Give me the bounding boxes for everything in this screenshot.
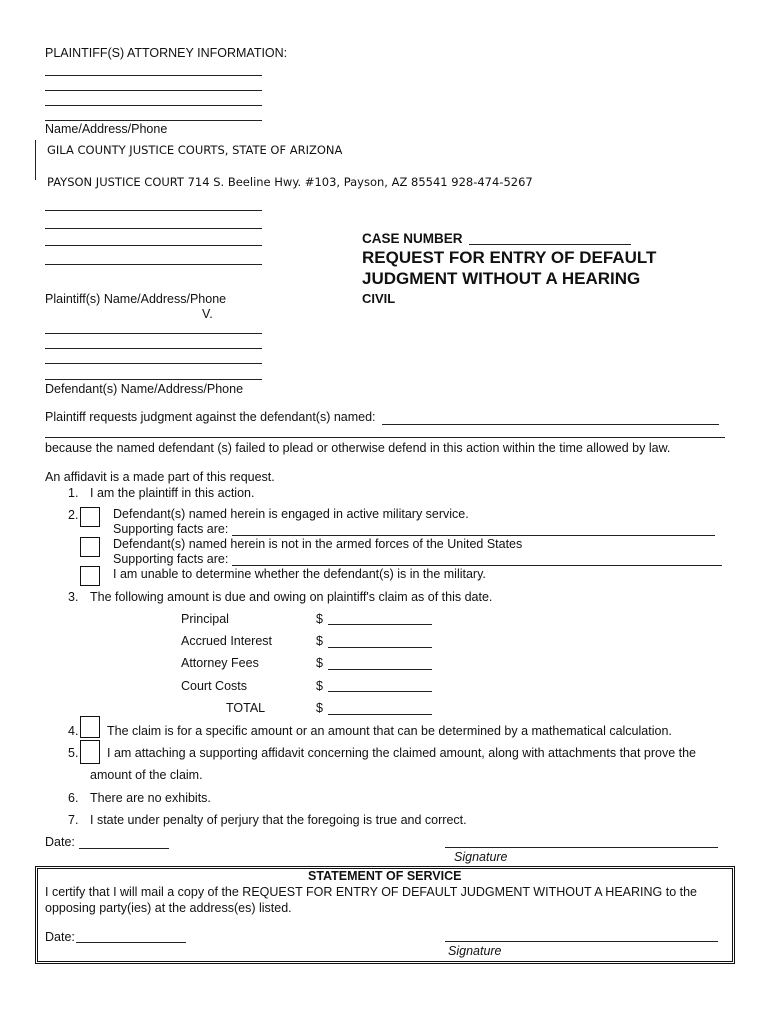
item3-number: 3. [68,590,79,604]
item5-number: 5. [68,746,79,760]
item5-text-line2: amount of the claim. [90,768,203,782]
military-not-armed-checkbox[interactable] [80,537,100,557]
court-name: GILA COUNTY JUSTICE COURTS, STATE OF ARIZONA [47,143,343,157]
case-number-field[interactable] [469,244,631,245]
amount-label-attorney-fees: Attorney Fees [181,656,259,670]
service-signature-field[interactable] [445,941,718,942]
court-bracket [35,140,36,180]
military-unknown-checkbox[interactable] [80,566,100,586]
because-text: because the named defendant (s) failed to plead or otherwise defend in this action within the time allowed by law. [45,441,671,455]
versus-label: V. [202,307,213,321]
defendant-named-field[interactable] [382,424,719,425]
service-date-field[interactable] [76,942,186,943]
amount-field-principal[interactable] [328,624,432,625]
item7-text: I state under penalty of perjury that the foregoing is true and correct. [90,813,467,827]
item1-number: 1. [68,486,79,500]
attorney-caption: Name/Address/Phone [45,122,168,136]
service-text-line2: opposing party(ies) at the address(es) listed. [45,901,292,915]
service-text-line1: I certify that I will mail a copy of the REQUEST FOR ENTRY OF DEFAULT JUDGMENT WITHOUT A HEARING to the [45,885,698,899]
item4-number: 4. [68,724,79,738]
service-signature-label: Signature [448,944,502,958]
attorney-line-1[interactable] [45,75,262,76]
amount-field-attorney-fees[interactable] [328,669,432,670]
item7-number: 7. [68,813,79,827]
amount-currency-interest: $ [316,634,323,648]
form-title-line1: REQUEST FOR ENTRY OF DEFAULT [362,248,657,267]
item2-number: 2. [68,508,79,522]
supporting-facts-2-label: Supporting facts are: [113,552,229,566]
amount-field-total[interactable] [328,714,432,715]
specific-amount-checkbox[interactable] [80,716,100,738]
date-label: Date: [45,835,75,849]
plaintiff-caption: Plaintiff(s) Name/Address/Phone [45,292,227,306]
defendant-named-field-2[interactable] [45,437,725,438]
date-field[interactable] [79,848,169,849]
item6-text: There are no exhibits. [90,791,211,805]
amount-field-court-costs[interactable] [328,691,432,692]
plaintiff-line-2[interactable] [45,228,262,229]
attorney-line-3[interactable] [45,105,262,106]
attorney-line-2[interactable] [45,90,262,91]
military-option-3: I am unable to determine whether the defendant(s) is in the military. [113,567,486,581]
item3-text: The following amount is due and owing on plaintiff's claim as of this date. [90,590,493,604]
military-option-2: Defendant(s) named herein is not in the armed forces of the United States [113,537,523,551]
supporting-facts-2-field[interactable] [232,565,722,566]
service-heading: STATEMENT OF SERVICE [308,869,462,883]
defendant-line-3[interactable] [45,363,262,364]
plaintiff-line-1[interactable] [45,210,262,211]
plaintiff-line-4[interactable] [45,264,262,265]
court-address: PAYSON JUSTICE COURT 714 S. Beeline Hwy. #103, Payson, AZ 85541 928-474-5267 [47,175,533,189]
defendant-caption: Defendant(s) Name/Address/Phone [45,382,244,396]
amount-currency-court-costs: $ [316,679,323,693]
defendant-line-1[interactable] [45,333,262,334]
military-active-checkbox[interactable] [80,507,100,527]
signature-field[interactable] [445,847,718,848]
service-date-label: Date: [45,930,75,944]
item4-text: The claim is for a specific amount or an amount that can be determined by a mathematical calculation. [107,724,672,738]
supporting-facts-1-label: Supporting facts are: [113,522,229,536]
request-text: Plaintiff requests judgment against the defendant(s) named: [45,410,376,424]
case-number-label: CASE NUMBER [362,231,463,246]
item5-text-line1: I am attaching a supporting affidavit concerning the claimed amount, along with attachments that prove the [107,746,697,760]
defendant-line-2[interactable] [45,348,262,349]
item1-text: I am the plaintiff in this action. [90,486,255,500]
supporting-affidavit-checkbox[interactable] [80,740,100,764]
military-option-1: Defendant(s) named herein is engaged in active military service. [113,507,469,521]
form-title-line2: JUDGMENT WITHOUT A HEARING [362,269,641,288]
amount-field-interest[interactable] [328,647,432,648]
defendant-line-4[interactable] [45,379,262,380]
civil-label: CIVIL [362,291,396,306]
item6-number: 6. [68,791,79,805]
affidavit-intro: An affidavit is a made part of this request. [45,470,275,484]
amount-label-interest: Accrued Interest [181,634,273,648]
amount-label-principal: Principal [181,612,229,626]
plaintiff-line-3[interactable] [45,245,262,246]
amount-currency-principal: $ [316,612,323,626]
supporting-facts-1-field[interactable] [232,535,715,536]
amount-label-total: TOTAL [226,701,266,715]
amount-currency-attorney-fees: $ [316,656,323,670]
attorney-heading: PLAINTIFF(S) ATTORNEY INFORMATION: [45,46,288,60]
attorney-line-4[interactable] [45,120,262,121]
signature-label: Signature [454,850,508,864]
amount-label-court-costs: Court Costs [181,679,247,693]
amount-currency-total: $ [316,701,323,715]
